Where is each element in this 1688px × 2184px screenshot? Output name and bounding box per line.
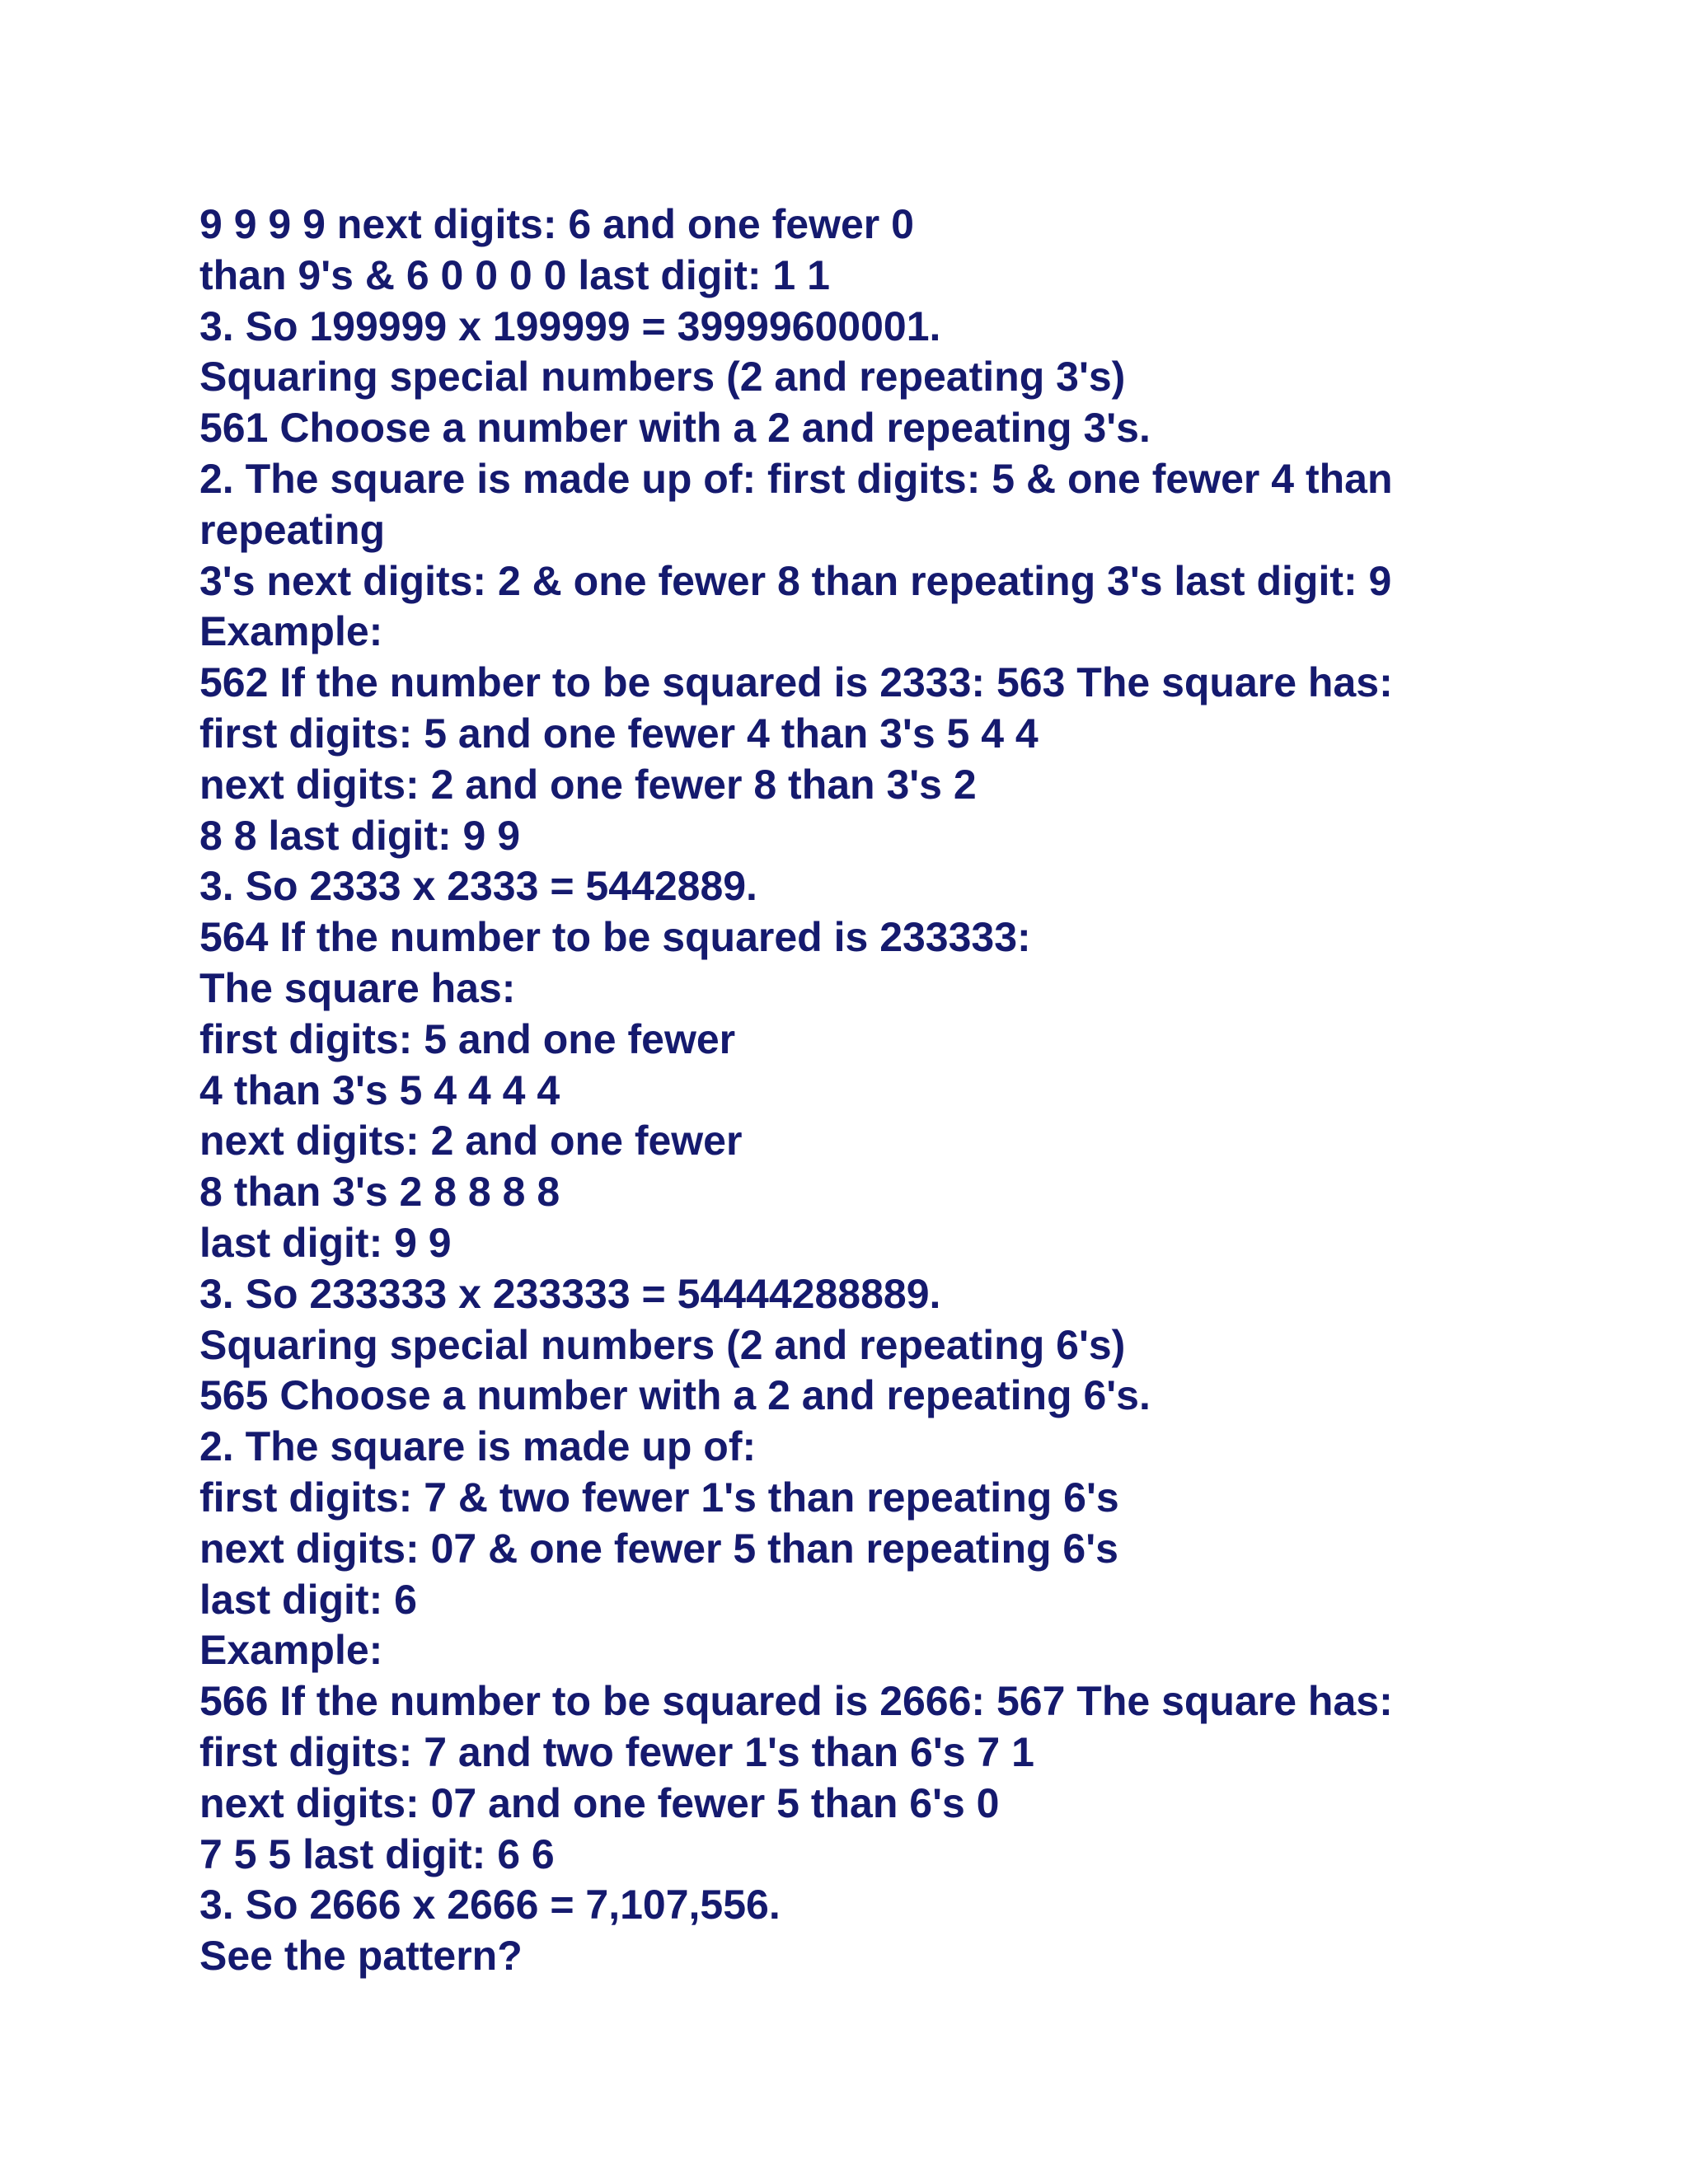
text-line: 565 Choose a number with a 2 and repeating 6's. <box>199 1372 1151 1419</box>
text-line: 562 If the number to be squared is 2333: 563 The square has: <box>199 659 1393 706</box>
text-line: next digits: 2 and one fewer 8 than 3's 2 <box>199 761 977 808</box>
text-line: 564 If the number to be squared is 233333: <box>199 914 1031 961</box>
text-line: 3. So 233333 x 233333 = 54444288889. <box>199 1270 941 1317</box>
text-line: 7 5 5 last digit: 6 6 <box>199 1830 555 1877</box>
text-line: next digits: 07 and one fewer 5 than 6's 0 <box>199 1779 1000 1826</box>
text-line: next digits: 2 and one fewer <box>199 1118 743 1165</box>
section-heading: Squaring special numbers (2 and repeating 6's) <box>199 1321 1126 1368</box>
text-line: 561 Choose a number with a 2 and repeating 3's. <box>199 405 1151 452</box>
section-heading: Squaring special numbers (2 and repeating 3's) <box>199 354 1126 401</box>
text-line: last digit: 9 9 <box>199 1219 452 1266</box>
text-line: The square has: <box>199 964 516 1011</box>
text-line: 8 8 last digit: 9 9 <box>199 812 521 859</box>
text-line: last digit: 6 <box>199 1576 417 1623</box>
text-line: 3. So 2333 x 2333 = 5442889. <box>199 863 757 910</box>
text-line: 3's next digits: 2 & one fewer 8 than repeating 3's last digit: 9 <box>199 557 1392 604</box>
text-line: 566 If the number to be squared is 2666: 567 The square has: <box>199 1678 1393 1725</box>
text-line: 4 than 3's 5 4 4 4 4 <box>199 1066 560 1113</box>
example-label: Example: <box>199 1627 383 1674</box>
text-line: next digits: 07 & one fewer 5 than repeating 6's <box>199 1525 1118 1572</box>
text-line: than 9's & 6 0 0 0 0 last digit: 1 1 <box>199 251 830 298</box>
text-line: repeating <box>199 506 386 553</box>
text-line: first digits: 5 and one fewer 4 than 3's 5 4 4 <box>199 710 1039 757</box>
text-line: first digits: 7 and two fewer 1's than 6's 7 1 <box>199 1728 1034 1775</box>
body-text <box>199 199 1551 1982</box>
text-line: 9 9 9 9 next digits: 6 and one fewer 0 <box>199 201 914 247</box>
example-label: Example: <box>199 608 383 655</box>
text-line: first digits: 5 and one fewer <box>199 1015 736 1062</box>
text-line: first digits: 7 & two fewer 1's than repeating 6's <box>199 1474 1119 1521</box>
text-line: 3. So 199999 x 199999 = 39999600001. <box>199 302 941 349</box>
text-line: 3. So 2666 x 2666 = 7,107,556. <box>199 1882 781 1929</box>
text-line: 2. The square is made up of: first digits: 5 & one fewer 4 than <box>199 455 1393 502</box>
text-line: 8 than 3's 2 8 8 8 8 <box>199 1169 560 1216</box>
text-line: 2. The square is made up of: <box>199 1423 757 1470</box>
closing-question: See the pattern? <box>199 1933 523 1980</box>
